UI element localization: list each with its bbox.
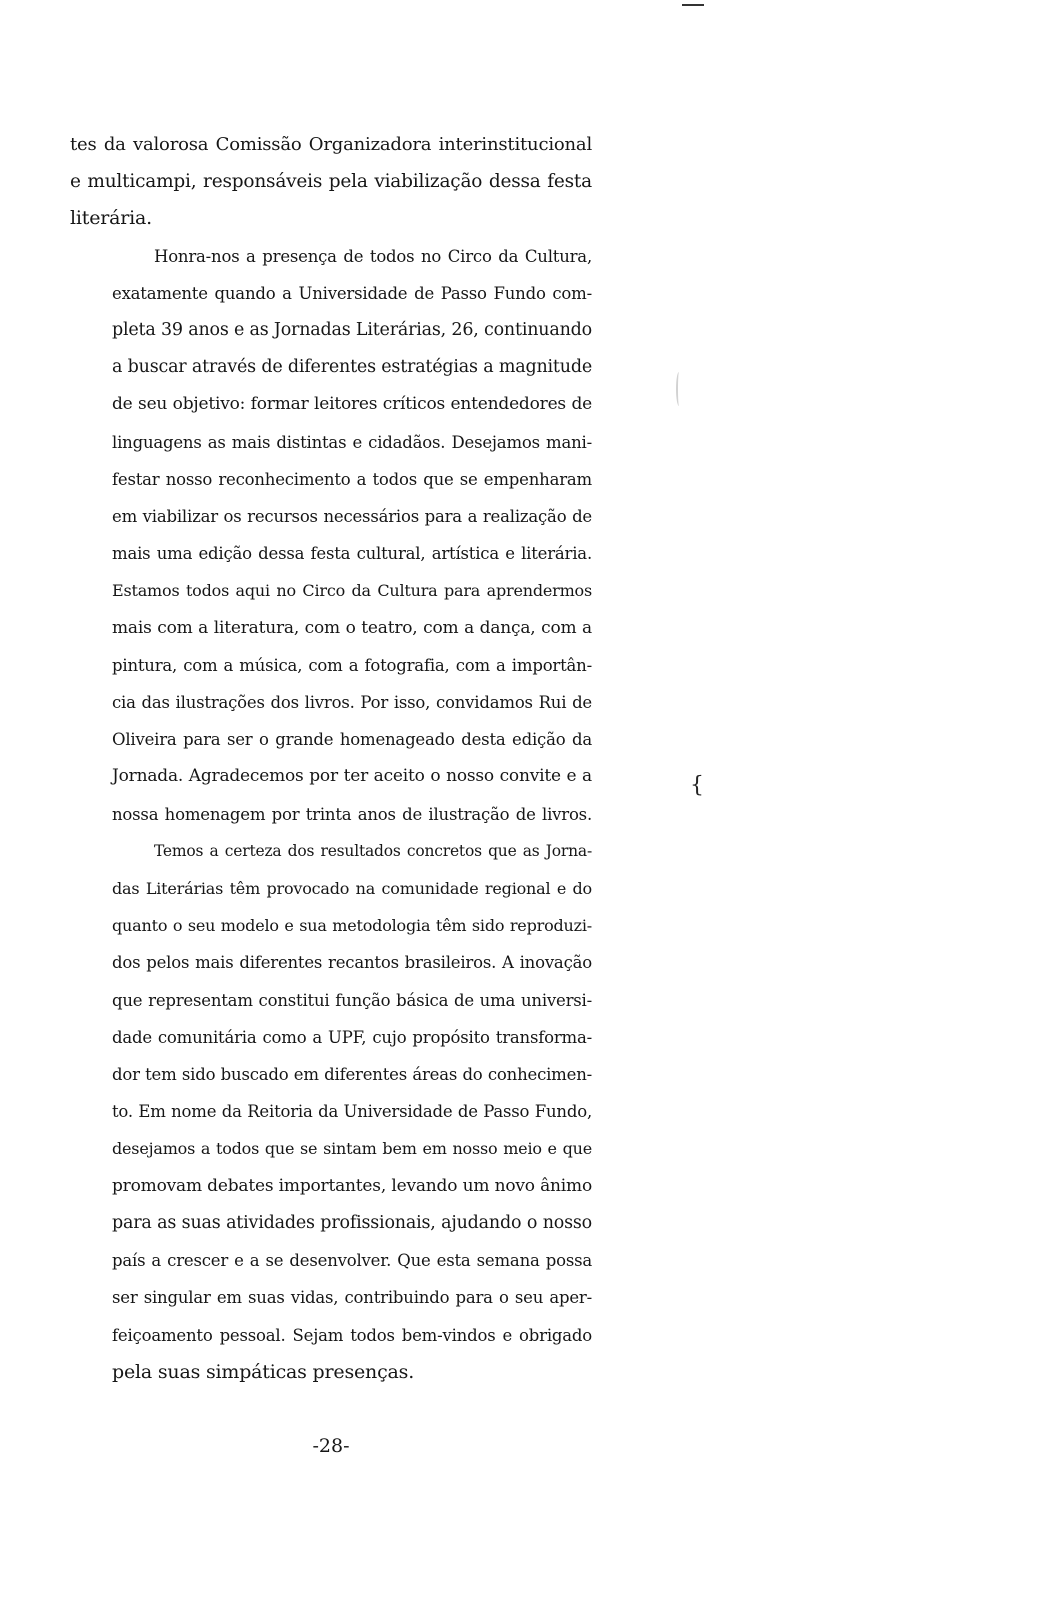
text-line: cia das ilustrações dos livros. Por isso, convidamos Rui de (112, 693, 592, 713)
text-line: dor tem sido buscado em diferentes áreas do conhecimen- (112, 1065, 592, 1085)
scan-mark-bracket: { (690, 773, 704, 798)
text-line: pela suas simpáticas presenças. (112, 1360, 415, 1383)
paragraph-3 (70, 833, 592, 1391)
page-body (70, 126, 592, 1391)
text-line: que representam constitui função básica de uma universi- (112, 990, 592, 1010)
text-line: promovam debates importantes, levando um novo ânimo (112, 1175, 592, 1196)
text-line: pleta 39 anos e as Jornadas Literárias, 26, continuando (112, 320, 593, 341)
text-line: tes da valorosa Comissão Organizadora interinstitucional (70, 134, 592, 155)
text-line: ser singular em suas vidas, contribuindo para o seu aper- (112, 1288, 592, 1308)
text-line: país a crescer e a se desenvolver. Que esta semana possa (112, 1251, 592, 1271)
text-line: linguagens as mais distintas e cidadãos. Desejamos mani- (112, 432, 592, 452)
page-number: -28- (312, 1435, 350, 1457)
text-line: exatamente quando a Universidade de Passo Fundo com- (112, 283, 592, 303)
scan-mark-top (682, 4, 704, 6)
text-line: pintura, com a música, com a fotografia, com a importân- (112, 655, 592, 675)
text-line: Jornada. Agradecemos por ter aceito o nosso convite e a (112, 766, 592, 787)
text-line: Estamos todos aqui no Circo da Cultura para aprendermos (112, 581, 592, 601)
text-line: Oliveira para ser o grande homenageado desta edição da (112, 730, 592, 750)
text-line: literária. (70, 207, 152, 230)
text-line: em viabilizar os recursos necessários para a realização de (112, 507, 592, 527)
text-line: a buscar através de diferentes estratégias a magnitude (112, 357, 592, 378)
text-line: de seu objetivo: formar leitores críticos entendedores de (112, 394, 592, 415)
paragraph-1 (70, 126, 592, 238)
text-line: feiçoamento pessoal. Sejam todos bem-vindos e obrigado (112, 1325, 592, 1345)
text-line: Temos a certeza dos resultados concretos que as Jorna- (154, 841, 592, 860)
text-line: festar nosso reconhecimento a todos que se empenharam (112, 469, 592, 489)
text-line: to. Em nome da Reitoria da Universidade de Passo Fundo, (112, 1102, 592, 1122)
text-line: para as suas atividades profissionais, ajudando o nosso (112, 1212, 592, 1233)
text-line: Honra-nos a presença de todos no Circo da Cultura, (154, 246, 592, 266)
text-line: desejamos a todos que se sintam bem em nosso meio e que (112, 1139, 592, 1159)
text-line: quanto o seu modelo e sua metodologia têm sido reproduzi- (112, 916, 592, 936)
text-line: dade comunitária como a UPF, cujo propósito transforma- (112, 1027, 592, 1047)
text-line: e multicampi, responsáveis pela viabilização dessa festa (70, 171, 592, 193)
text-line: mais uma edição dessa festa cultural, artística e literária. (112, 544, 592, 564)
scan-mark-margin (676, 372, 682, 406)
text-line: mais com a literatura, com o teatro, com a dança, com a (112, 617, 592, 638)
text-line: dos pelos mais diferentes recantos brasileiros. A inovação (112, 953, 592, 973)
paragraph-2 (70, 238, 592, 833)
text-line: nossa homenagem por trinta anos de ilustração de livros. (112, 804, 592, 824)
text-line: das Literárias têm provocado na comunidade regional e do (112, 879, 592, 899)
